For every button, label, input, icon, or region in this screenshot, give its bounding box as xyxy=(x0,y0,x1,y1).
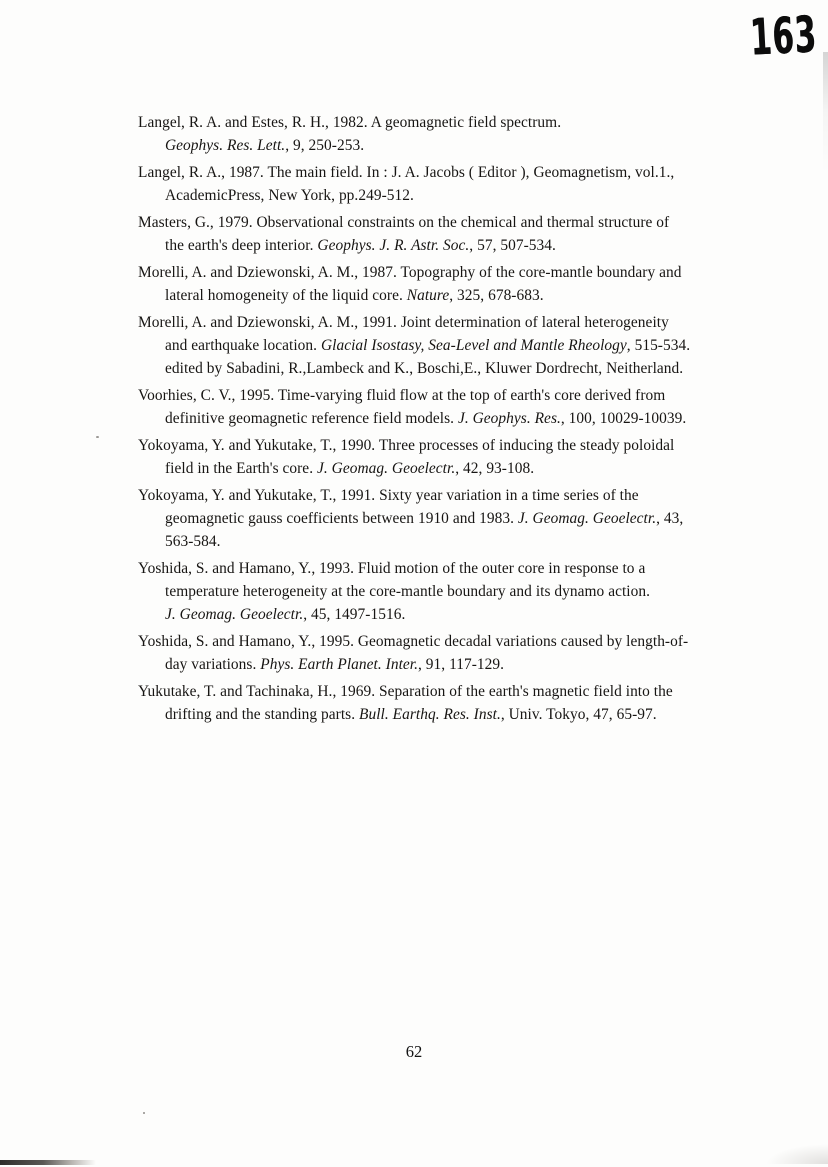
reference-entry xyxy=(138,680,744,726)
reference-text: Morelli, A. and Dziewonski, A. M., 1987. Topography of the core-mantle boundary and xyxy=(138,264,682,281)
reference-line xyxy=(138,234,744,257)
reference-line xyxy=(138,211,744,234)
reference-text: Yokoyama, Y. and Yukutake, T., 1990. Three processes of inducing the steady poloidal xyxy=(138,437,675,454)
reference-line xyxy=(138,384,744,407)
reference-text: day variations. xyxy=(165,656,261,673)
journal-title-italic: Geophys. Res. Lett. xyxy=(165,137,286,154)
journal-title-italic: Geophys. J. R. Astr. Soc. xyxy=(317,237,470,254)
reference-entry xyxy=(138,211,744,257)
reference-entry xyxy=(138,161,744,207)
reference-list xyxy=(138,111,744,730)
reference-text: , 42, 93-108. xyxy=(455,460,535,477)
reference-text: , 43, xyxy=(656,510,684,527)
journal-title-italic: J. Geomag. Geoelectr. xyxy=(165,606,304,623)
scan-speck xyxy=(96,436,99,438)
reference-text: , Univ. Tokyo, 47, 65-97. xyxy=(500,706,657,723)
reference-line xyxy=(138,134,744,157)
reference-line xyxy=(138,161,744,184)
reference-text: , 515-534. xyxy=(626,337,691,354)
handwritten-page-number-text: 163 xyxy=(748,5,819,67)
reference-line xyxy=(138,407,744,430)
reference-line xyxy=(138,284,744,307)
scan-artifact-bottom-edge xyxy=(0,1160,96,1165)
reference-line xyxy=(138,557,744,580)
reference-entry xyxy=(138,557,744,626)
reference-line xyxy=(138,653,744,676)
reference-text: geomagnetic gauss coefficients between 1910 and 1983. xyxy=(165,510,518,527)
journal-title-italic: J. Geomag. Geoelectr. xyxy=(517,510,657,527)
reference-entry xyxy=(138,311,744,380)
reference-line xyxy=(138,184,744,207)
reference-line xyxy=(138,507,744,530)
reference-line xyxy=(138,111,744,134)
reference-line xyxy=(138,680,744,703)
reference-line xyxy=(138,484,744,507)
scan-speck xyxy=(143,1112,145,1114)
reference-entry xyxy=(138,111,744,157)
reference-text: , 325, 678-683. xyxy=(449,287,544,304)
journal-title-italic: J. Geophys. Res. xyxy=(457,410,561,427)
reference-line xyxy=(138,457,744,480)
scan-artifact-corner xyxy=(766,1144,828,1164)
reference-text: , 100, 10029-10039. xyxy=(560,410,687,427)
reference-entry xyxy=(138,484,744,553)
reference-text: , 9, 250-253. xyxy=(285,137,365,154)
reference-entry xyxy=(138,434,744,480)
reference-text: 563-584. xyxy=(165,533,221,550)
reference-line xyxy=(138,261,744,284)
journal-title-italic: Nature xyxy=(406,287,450,304)
reference-entry xyxy=(138,384,744,430)
reference-text: , 91, 117-129. xyxy=(418,656,505,673)
reference-text: Langel, R. A., 1987. The main field. In : J. A. Jacobs ( Editor ), Geomagnetism, vol.1., xyxy=(138,164,675,181)
reference-text: edited by Sabadini, R.,Lambeck and K., Boschi,E., Kluwer Dordrecht, Neitherland. xyxy=(165,360,684,377)
reference-text: Yoshida, S. and Hamano, Y., 1995. Geomagnetic decadal variations caused by length-of- xyxy=(138,633,689,650)
reference-text: drifting and the standing parts. xyxy=(165,706,359,723)
reference-text: Langel, R. A. and Estes, R. H., 1982. A geomagnetic field spectrum. xyxy=(138,114,562,131)
reference-text: temperature heterogeneity at the core-mantle boundary and its dynamo action. xyxy=(165,583,650,600)
journal-title-italic: J. Geomag. Geoelectr. xyxy=(317,460,456,477)
reference-line xyxy=(138,630,744,653)
reference-text: and earthquake location. xyxy=(165,337,321,354)
reference-text: Voorhies, C. V., 1995. Time-varying fluid flow at the top of earth's core derived from xyxy=(138,387,666,404)
reference-text: Yokoyama, Y. and Yukutake, T., 1991. Sixty year variation in a time series of the xyxy=(138,487,639,504)
reference-line xyxy=(138,603,744,626)
reference-text: Yoshida, S. and Hamano, Y., 1993. Fluid motion of the outer core in response to a xyxy=(138,560,646,577)
reference-line xyxy=(138,580,744,603)
reference-entry xyxy=(138,630,744,676)
printed-page-number: 62 xyxy=(405,1042,423,1061)
scan-artifact-right-edge xyxy=(823,52,828,172)
reference-line xyxy=(138,434,744,457)
reference-entry xyxy=(138,261,744,307)
reference-line xyxy=(138,311,744,334)
journal-title-italic: Phys. Earth Planet. Inter. xyxy=(260,656,419,673)
reference-text: , 45, 1497-1516. xyxy=(303,606,406,623)
reference-line xyxy=(138,530,744,553)
journal-title-italic: Glacial Isostasy, Sea-Level and Mantle Rheology xyxy=(320,337,627,354)
reference-line xyxy=(138,357,744,380)
reference-text: AcademicPress, New York, pp.249-512. xyxy=(165,187,414,204)
reference-text: Yukutake, T. and Tachinaka, H., 1969. Separation of the earth's magnetic field into the xyxy=(138,683,673,700)
reference-line xyxy=(138,334,744,357)
reference-text: Masters, G., 1979. Observational constraints on the chemical and thermal structure of xyxy=(138,214,670,231)
reference-text: Morelli, A. and Dziewonski, A. M., 1991. Joint determination of lateral heterogeneity xyxy=(138,314,669,331)
journal-title-italic: Bull. Earthq. Res. Inst. xyxy=(359,706,501,723)
reference-line xyxy=(138,703,744,726)
reference-text: the earth's deep interior. xyxy=(165,237,318,254)
reference-text: definitive geomagnetic reference field models. xyxy=(165,410,458,427)
reference-text: field in the Earth's core. xyxy=(165,460,317,477)
reference-text: , 57, 507-534. xyxy=(469,237,556,254)
handwritten-page-number xyxy=(749,3,828,67)
reference-text: lateral homogeneity of the liquid core. xyxy=(165,287,407,304)
